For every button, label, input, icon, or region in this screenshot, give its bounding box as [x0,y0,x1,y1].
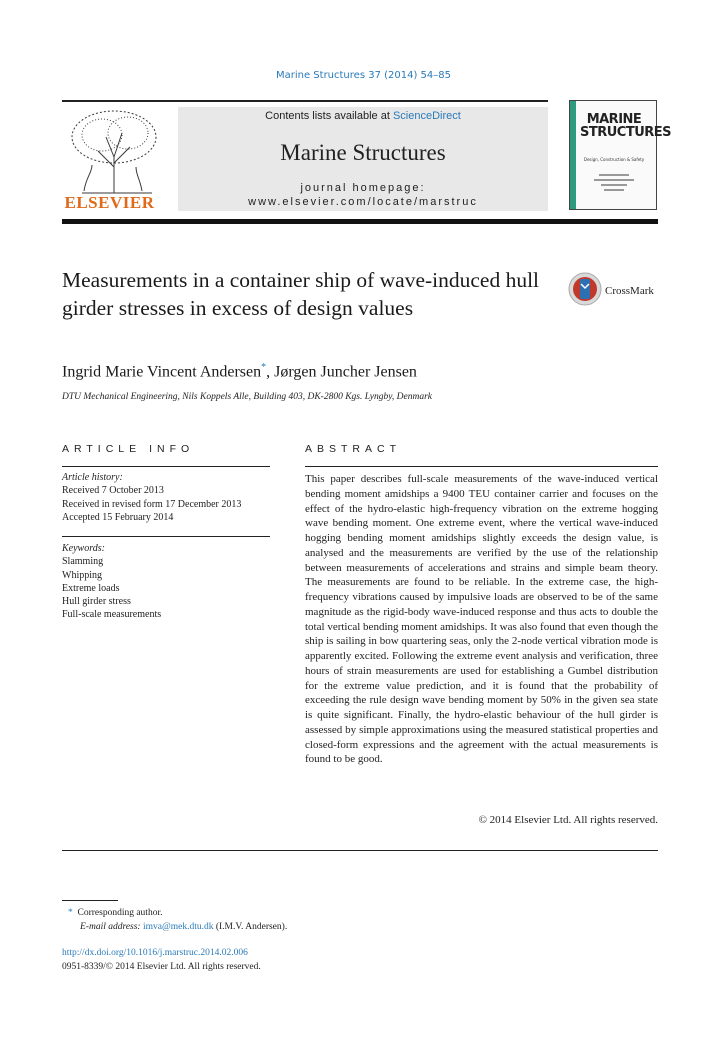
article-title: Measurements in a container ship of wave-induced hull girder stresses in excess of design values [62,268,540,320]
footnote [68,906,287,934]
cover-title-line2: STRUCTURES [580,125,672,140]
journal-citation-link[interactable]: Marine Structures 37 (2014) 54–85 [275,70,451,81]
corresponding-label: Corresponding author. [77,908,163,918]
keyword: Whipping [62,569,102,581]
author-separator: , [266,363,275,381]
contents-line [178,110,548,122]
email-link[interactable]: imva@mek.dtu.dk [142,922,214,932]
keyword: Full-scale measurements [62,609,162,621]
abstract-text: This paper describes full-scale measurements of the wave-induced vertical bending moment amidships a 9400 TEU container carrier and focuses on the effect of the hydro-elastic high-frequency vibration on the extreme hogging wave bending moment. One extreme event, where the vertical wave-induced hogging bending moment amidships slightly exceeds the design value, is analysed and the measurements are verified by the use of the relationship between measurements of accelerations and strains and simple beam theory. The measurements are found to be reliable. In the extreme case, the high-frequency vibrations caused by impulsive loads are observed to be of the same magnitude as the rigid-body wave-induced response and thus acts to double the total vertical bending moment amidships. It was also found that even though the ship is sailing in bow quartering seas, only the 2-node vertical vibration mode is apparently excited. Following the extreme event analysis and verification, three hours of strain measurements are used for establishing a Gumbel distribution for the extreme value prediction, and it is found that the probability of exceeding the rule design wave bending moment by 50% in the given sea state is quite significant. Finally, the hydro-elastic behaviour of the hull girder is assessed by simple approximations using the measured statistical properties and closed-form expressions and the agreement with the actual measurements is found to be good. [305,473,658,766]
author-affiliation: DTU Mechanical Engineering, Nils Koppels Alle, Building 403, DK-2800 Kgs. Lyngby, Denmark [62,392,433,402]
crossmark-icon[interactable] [568,272,602,306]
keywords [62,542,277,622]
abstract-copyright: © 2014 Elsevier Ltd. All rights reserved. [478,814,658,826]
history-item: Received in revised form 17 December 2013 [62,498,242,510]
keyword: Hull girder stress [62,596,131,608]
cover-subtitle: Design, Construction & Safety [583,157,645,162]
article-info-heading: ARTICLE INFO [62,443,195,455]
history-item: Received 7 October 2013 [62,485,164,497]
author-name[interactable]: Jørgen Juncher Jensen [274,363,417,381]
doi-block [62,946,261,974]
corresponding-author-note [68,906,287,920]
history-label: Article history: [62,472,123,483]
email-line [68,920,287,934]
cover-title [580,112,672,140]
article-history [62,471,277,524]
elsevier-wordmark: ELSEVIER [64,193,155,212]
keywords-label: Keywords: [62,543,105,554]
cover-text-lines [584,171,644,194]
article-info-rule [62,466,270,467]
author-list [62,362,417,381]
cover-strip [570,101,576,209]
footnote-rule [62,900,118,901]
front-matter-rule [62,850,658,851]
abstract-heading: ABSTRACT [305,443,402,455]
cover-title-line1: MARINE [586,112,642,127]
keyword: Slamming [62,556,104,568]
journal-homepage[interactable]: journal homepage: www.elsevier.com/locate/marstruc [248,182,478,208]
crossmark-label[interactable]: CrossMark [605,285,654,297]
contents-prefix: Contents lists available at [265,110,393,122]
issn-line: 0951-8339/© 2014 Elsevier Ltd. All rights reserved. [62,962,261,972]
corresponding-author-marker[interactable]: * [261,362,267,373]
doi-link[interactable]: http://dx.doi.org/10.1016/j.marstruc.2014.02.006 [62,948,248,958]
author-name[interactable]: Ingrid Marie Vincent Andersen [62,363,262,381]
abstract-rule [305,466,658,467]
sciencedirect-link[interactable]: ScienceDirect [392,110,461,122]
email-label: E-mail address: [80,922,141,932]
footnote-marker: * [68,908,73,918]
keyword: Extreme loads [62,582,120,594]
journal-title: Marine Structures [280,140,446,165]
header-thick-rule [62,219,658,224]
history-item: Accepted 15 February 2014 [62,511,174,523]
email-suffix: (I.M.V. Andersen). [213,922,288,932]
header-rule [62,100,548,102]
journal-cover-thumbnail [569,100,672,210]
keywords-rule [62,536,270,537]
